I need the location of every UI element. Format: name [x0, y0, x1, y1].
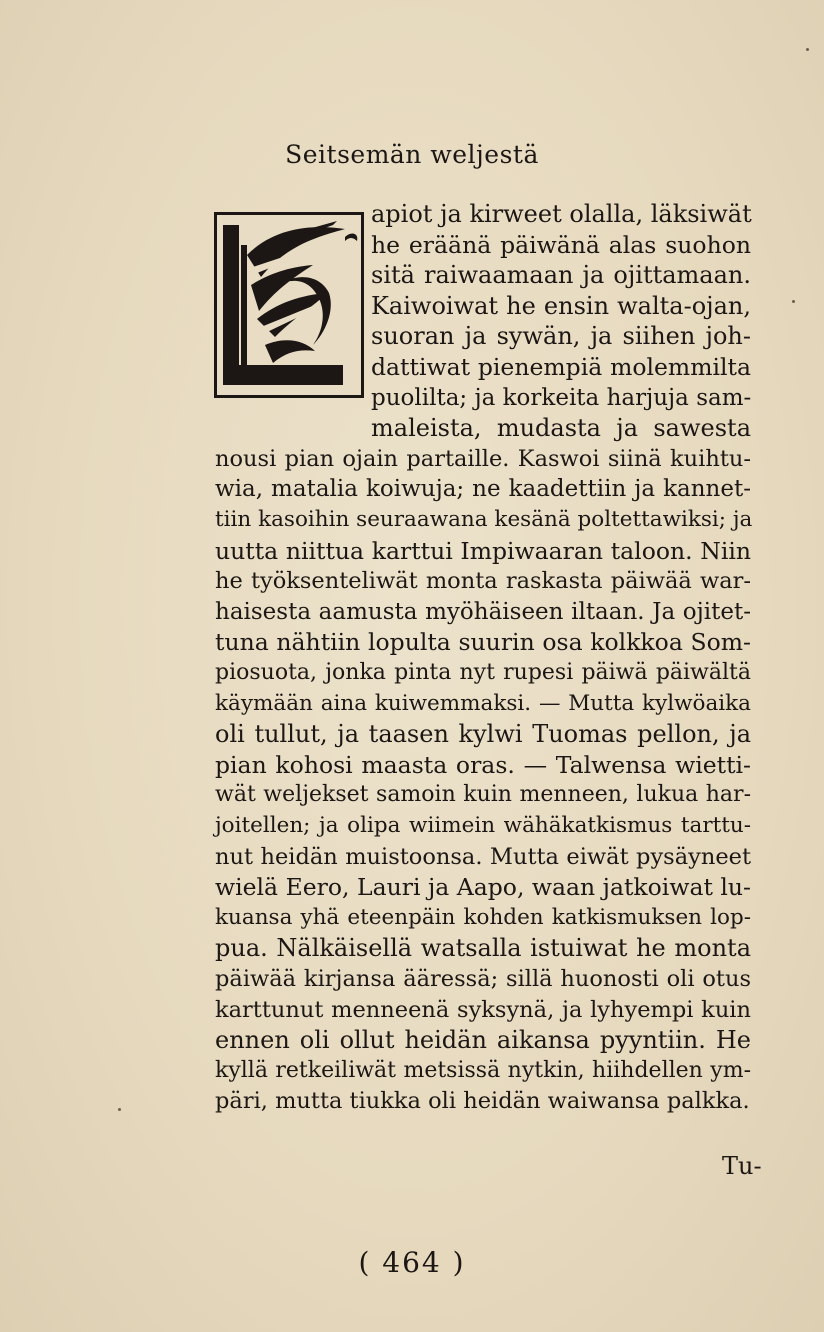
text-line: piosuota, jonka pinta nyt rupesi päiwä päiwältä: [215, 660, 751, 685]
paper-speck: [806, 48, 809, 51]
dropcap-ornament-icon: [217, 215, 361, 395]
text-line: he työksenteliwät monta raskasta päiwää war-: [215, 568, 751, 595]
text-line: dattiwat pienempiä molemmilta: [371, 353, 751, 381]
text-line: he eräänä päiwänä alas suohon: [371, 230, 751, 259]
paper-speck: [792, 300, 795, 303]
text-line: wia, matalia koiwuja; ne kaadettiin ja kannet-: [215, 476, 751, 503]
text-line: Kaiwoiwat he ensin walta-ojan,: [371, 291, 751, 320]
text-line: pua. Nälkäisellä watsalla istuiwat he monta: [215, 934, 751, 963]
decorated-initial: [214, 212, 364, 398]
text-line: suoran ja sywän, ja siihen joh-: [371, 322, 751, 351]
text-line: karttunut menneenä syksynä, ja lyhyempi kuin: [215, 996, 751, 1023]
text-line: tiin kasoihin seuraawana kesänä poltettawiksi; ja: [215, 507, 753, 532]
text-line: päiwää kirjansa ääressä; sillä huonosti oli otus: [215, 966, 751, 992]
text-line: wät weljekset samoin kuin menneen, lukua har-: [215, 782, 751, 808]
text-line: maleista, mudasta ja sawesta: [371, 414, 751, 443]
text-line: uutta niittua karttui Impiwaaran taloon. Niin: [215, 536, 751, 565]
text-line: haisesta aamusta myöhäiseen iltaan. Ja ojitet-: [215, 598, 751, 625]
text-line: wielä Eero, Lauri ja Aapo, waan jatkoiwat lu-: [215, 873, 751, 902]
text-line: puolilta; ja korkeita harjuja sam-: [371, 384, 752, 411]
text-line: päri, mutta tiukka oli heidän waiwansa palkka.: [215, 1088, 750, 1115]
text-line: nut heidän muistoonsa. Mutta eiwät pysäyneet: [215, 843, 751, 870]
text-line: tuna nähtiin lopulta suurin osa kolkkoa Som-: [215, 628, 751, 657]
text-line: pian kohosi maasta oras. — Talwensa wietti-: [215, 750, 751, 779]
catchword: Tu-: [722, 1152, 762, 1180]
text-line: oli tullut, ja taasen kylwi Tuomas pellon, ja: [215, 720, 751, 749]
text-line: kuansa yhä eteenpäin kohden katkismuksen lop-: [215, 904, 751, 930]
running-head: Seitsemän weljestä: [285, 140, 539, 169]
text-line: joitellen; ja olipa wiimein wähäkatkismus tarttu-: [215, 813, 751, 838]
page-number: ( 464 ): [358, 1246, 466, 1279]
text-line: käymään aina kuiwemmaksi. — Mutta kylwöaika: [215, 690, 751, 716]
text-line: kyllä retkeiliwät metsissä nytkin, hiihdellen ym-: [215, 1057, 751, 1083]
text-line: nousi pian ojain partaille. Kaswoi siinä kuihtu-: [215, 445, 751, 472]
text-line: sitä raiwaamaan ja ojittamaan.: [371, 261, 751, 290]
text-line: ennen oli ollut heidän aikansa pyyntiin. He: [215, 1026, 751, 1055]
paper-speck: [118, 1108, 121, 1111]
text-line: apiot ja kirweet olalla, läksiwät: [371, 200, 752, 228]
